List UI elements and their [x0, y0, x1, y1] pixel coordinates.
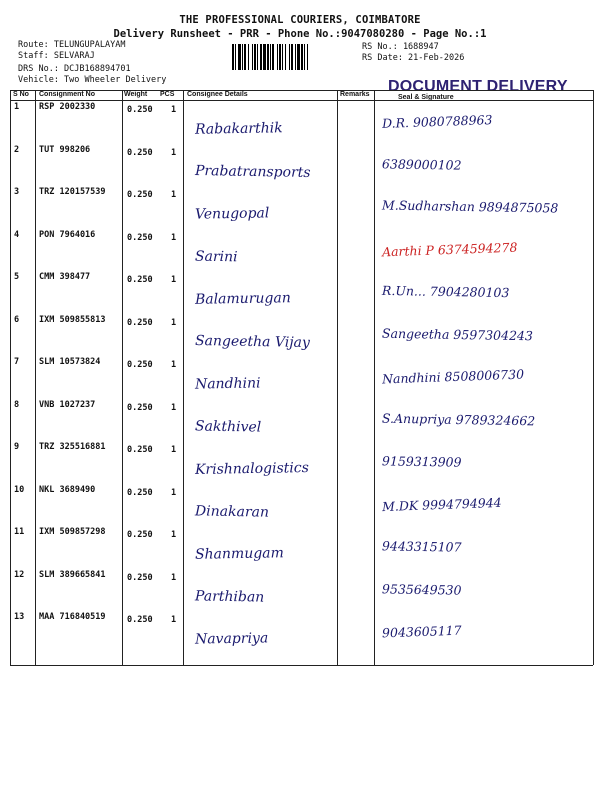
row-consignment-no: TRZ 325516881 — [39, 442, 106, 452]
row-weight: 0.250 — [127, 360, 153, 370]
row-consignee-handwritten: Krishnalogistics — [194, 460, 309, 478]
row-signature-handwritten: 9043605117 — [381, 622, 462, 641]
row-signature-handwritten: S.Anupriya 9789324662 — [381, 410, 536, 428]
col-border — [122, 90, 123, 665]
col-header-remarks: Remarks — [340, 91, 370, 98]
row-pcs: 1 — [171, 530, 177, 540]
row-sno: 9 — [14, 442, 20, 452]
row-pcs: 1 — [171, 105, 177, 115]
row-signature-handwritten: M.Sudharshan 9894875058 — [381, 197, 559, 216]
row-signature-handwritten: 9159313909 — [381, 453, 462, 470]
row-signature-handwritten: R.Un... 7904280103 — [381, 282, 510, 301]
row-weight: 0.250 — [127, 487, 153, 498]
row-pcs: 1 — [171, 360, 177, 370]
row-consignee-handwritten: Balamurugan — [194, 290, 291, 308]
row-sno: 5 — [14, 272, 20, 282]
col-border — [337, 90, 338, 665]
meta-right — [362, 42, 464, 64]
row-weight: 0.250 — [127, 105, 153, 115]
row-consignment-no: IXM 509855813 — [39, 314, 106, 325]
row-sno: 4 — [14, 229, 20, 240]
row-sno: 3 — [14, 187, 20, 197]
row-sno: 6 — [14, 314, 20, 325]
staff-text: Staff: SELVARAJ — [18, 51, 95, 61]
barcode — [232, 44, 358, 70]
row-sno: 7 — [14, 357, 20, 367]
row-sno: 13 — [14, 612, 25, 622]
row-weight: 0.250 — [127, 615, 153, 625]
row-pcs: 1 — [171, 147, 177, 158]
row-weight: 0.250 — [127, 275, 153, 285]
row-sno: 1 — [14, 102, 20, 112]
row-consignment-no: TUT 998206 — [39, 144, 91, 155]
col-border — [35, 90, 36, 665]
row-consignment-no: RSP 2002330 — [39, 102, 96, 112]
row-consignee-handwritten: Dinakaran — [194, 502, 270, 521]
row-weight: 0.250 — [127, 572, 153, 583]
row-signature-handwritten: 9443315107 — [381, 538, 462, 555]
header-bottom-border — [10, 100, 593, 101]
seal-signature-label: Seal & Signature — [398, 94, 454, 101]
runsheet-table — [10, 90, 593, 665]
col-border — [593, 90, 594, 665]
table-top-border — [10, 90, 593, 91]
col-border — [183, 90, 184, 665]
vehicle-text: Vehicle: Two Wheeler Delivery — [18, 75, 167, 85]
meta-left — [18, 40, 166, 86]
row-signature-handwritten: Aarthi P 6374594278 — [381, 239, 518, 259]
document-delivery-stamp: DOCUMENT DELIVERY — [388, 78, 568, 95]
row-consignment-no: VNB 1027237 — [39, 399, 96, 410]
row-weight: 0.250 — [127, 190, 153, 200]
col-border — [374, 90, 375, 665]
row-consignment-no: MAA 716840519 — [39, 612, 106, 622]
row-signature-handwritten: 9535649530 — [381, 580, 462, 598]
row-consignment-no: PON 7964016 — [39, 229, 96, 240]
row-pcs: 1 — [171, 232, 177, 243]
route-text: Route: TELUNGUPALAYAM — [18, 40, 126, 50]
row-consignee-handwritten: Nandhini — [194, 375, 261, 393]
row-signature-handwritten: Nandhini 8508006730 — [381, 366, 525, 387]
row-weight: 0.250 — [127, 147, 153, 158]
row-sno: 8 — [14, 399, 20, 410]
row-pcs: 1 — [171, 615, 177, 625]
row-consignment-no: SLM 389665841 — [39, 569, 106, 580]
row-sno: 2 — [14, 144, 20, 155]
row-consignee-handwritten: Sangeetha Vijay — [194, 332, 311, 351]
row-signature-handwritten: 6389000102 — [381, 155, 462, 173]
drs-text: DRS No.: DCJB168894701 — [18, 64, 131, 74]
row-sno: 11 — [14, 527, 25, 537]
col-header-pcs: PCS — [160, 91, 175, 98]
document-subtitle: Delivery Runsheet - PRR - Phone No.:9047080280 - Page No.:1 — [113, 28, 487, 40]
col-header-consignment: Consignment No — [39, 91, 95, 98]
col-header-weight: Weight — [124, 91, 148, 98]
row-consignee-handwritten: Shanmugam — [194, 545, 284, 563]
row-weight: 0.250 — [127, 530, 153, 540]
row-weight: 0.250 — [127, 232, 153, 243]
row-pcs: 1 — [171, 275, 177, 285]
row-signature-handwritten: D.R. 9080788963 — [381, 112, 493, 131]
row-sno: 10 — [14, 484, 25, 495]
row-consignment-no: IXM 509857298 — [39, 527, 106, 537]
row-consignee-handwritten: Navapriya — [194, 630, 269, 648]
row-sno: 12 — [14, 569, 25, 580]
row-consignment-no: CMM 398477 — [39, 272, 91, 282]
row-pcs: 1 — [171, 190, 177, 200]
col-header-consignee: Consignee Details — [187, 91, 248, 98]
row-pcs: 1 — [171, 317, 177, 328]
rs-no-text: RS No.: 1688947 — [362, 42, 439, 52]
row-consignee-handwritten: Venugopal — [194, 205, 270, 223]
row-consignee-handwritten: Sarini — [194, 248, 238, 265]
row-consignment-no: NKL 3689490 — [39, 484, 96, 495]
row-consignee-handwritten: Sakthivel — [194, 417, 262, 436]
row-pcs: 1 — [171, 487, 177, 498]
row-consignee-handwritten: Parthiban — [194, 587, 265, 606]
rs-date-text: RS Date: 21-Feb-2026 — [362, 53, 465, 63]
row-weight: 0.250 — [127, 317, 153, 328]
table-bottom-border — [10, 665, 593, 666]
row-consignment-no: SLM 10573824 — [39, 357, 101, 367]
document-title: THE PROFESSIONAL COURIERS, COIMBATORE — [179, 14, 421, 26]
row-pcs: 1 — [171, 402, 177, 413]
row-weight: 0.250 — [127, 402, 153, 413]
col-border — [10, 90, 11, 665]
col-header-sno: S No — [13, 91, 29, 98]
row-consignee-handwritten: Prabatransports — [194, 162, 311, 181]
row-consignment-no: TRZ 120157539 — [39, 187, 106, 197]
row-consignee-handwritten: Rabakarthik — [194, 120, 283, 138]
row-pcs: 1 — [171, 572, 177, 583]
row-signature-handwritten: M.DK 9994794944 — [381, 494, 502, 514]
row-signature-handwritten: Sangeetha 9597304243 — [381, 325, 534, 343]
row-pcs: 1 — [171, 445, 177, 455]
row-weight: 0.250 — [127, 445, 153, 455]
